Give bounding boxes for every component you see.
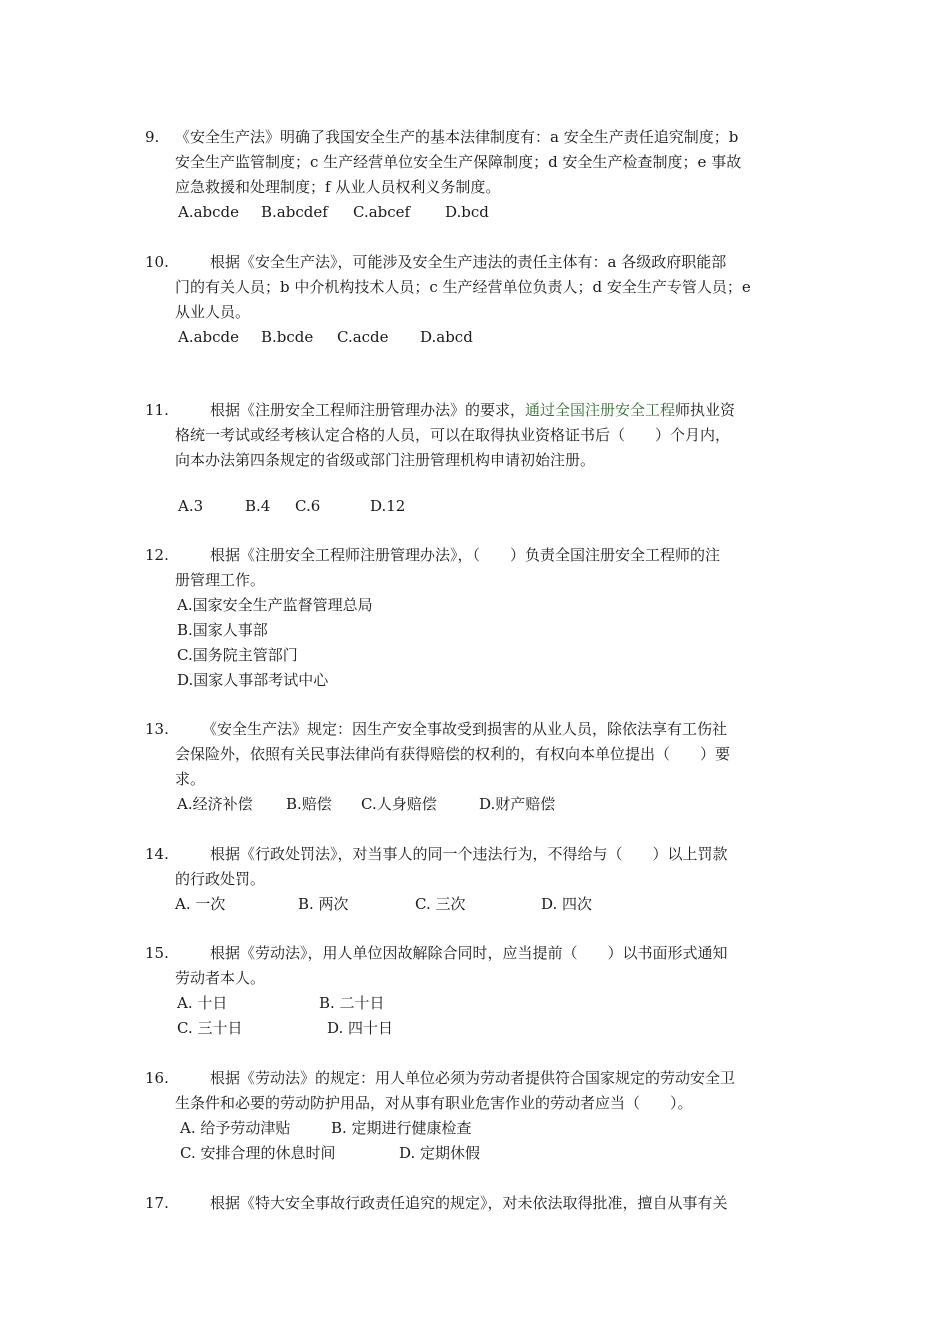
option-d: D. 定期休假 bbox=[399, 1144, 481, 1162]
question-text-line: 门的有关人员；b 中介机构技术人员；c 生产经营单位负责人；d 安全生产专管人员；e bbox=[175, 278, 751, 296]
option-a: A.3 bbox=[178, 497, 204, 515]
question-text-line: 根据《特大安全事故行政责任追究的规定》，对未依法取得批准，擅自从事有关 bbox=[210, 1194, 728, 1212]
question-text-line: 《安全生产法》明确了我国安全生产的基本法律制度有：a 安全生产责任追究制度；b bbox=[175, 128, 739, 146]
question-text-line: 生条件和必要的劳动防护用品，对从事有职业危害作业的劳动者应当（ ）。 bbox=[175, 1094, 693, 1112]
question-text-line: 根据《行政处罚法》，对当事人的同一个违法行为，不得给与（ ）以上罚款 bbox=[210, 845, 728, 863]
question-number: 17. bbox=[145, 1194, 169, 1212]
option-b: B.abcdef bbox=[261, 203, 328, 221]
option-c: C.acde bbox=[337, 328, 389, 346]
question-number: 15. bbox=[145, 944, 169, 962]
question-text-line: 求。 bbox=[175, 770, 206, 788]
question-text-line: 根据《劳动法》的规定：用人单位必须为劳动者提供符合国家规定的劳动安全卫 bbox=[210, 1069, 736, 1087]
question-text-line: 根据《安全生产法》，可能涉及安全生产违法的责任主体有：a 各级政府职能部 bbox=[210, 253, 727, 271]
question-text-line: 会保险外，依照有关民事法律尚有获得赔偿的权利的，有权向本单位提出（ ）要 bbox=[175, 745, 731, 763]
option-c: C.abcef bbox=[353, 203, 411, 221]
option-c: C. 安排合理的休息时间 bbox=[180, 1144, 336, 1162]
question-text-line: 根据《劳动法》，用人单位因故解除合同时，应当提前（ ）以书面形式通知 bbox=[210, 944, 728, 962]
option-a: A.abcde bbox=[178, 328, 240, 346]
question-text-line: 册管理工作。 bbox=[175, 571, 266, 589]
option-d: D. 四次 bbox=[541, 895, 593, 913]
option-d: D.abcd bbox=[420, 328, 473, 346]
option-d: D.12 bbox=[370, 497, 406, 515]
option-a: A. 一次 bbox=[175, 895, 226, 913]
option-c: C.国务院主管部门 bbox=[177, 646, 298, 664]
option-c: C. 三十日 bbox=[177, 1019, 243, 1037]
option-b: B.赔偿 bbox=[286, 795, 332, 813]
option-c: C.6 bbox=[295, 497, 321, 515]
option-b: B. 定期进行健康检查 bbox=[331, 1119, 472, 1137]
question-number: 9. bbox=[145, 128, 160, 146]
question-text-line: 应急救援和处理制度；f 从业人员权利义务制度。 bbox=[175, 178, 501, 196]
question-text-line: 安全生产监管制度；c 生产经营单位安全生产保障制度；d 安全生产检查制度；e 事故 bbox=[175, 153, 742, 171]
question-text-segment: 根据《注册安全工程师注册管理办法》的要求， bbox=[210, 401, 526, 419]
option-b: B.4 bbox=[245, 497, 271, 515]
question-text-line: 的行政处罚。 bbox=[175, 870, 266, 888]
option-d: D. 四十日 bbox=[327, 1019, 394, 1037]
option-d: D.国家人事部考试中心 bbox=[177, 671, 329, 689]
option-b: B.bcde bbox=[261, 328, 314, 346]
question-text-line: 劳动者本人。 bbox=[175, 969, 266, 987]
question-text-line: 《安全生产法》规定：因生产安全事故受到损害的从业人员，除依法享有工伤社 bbox=[202, 720, 728, 738]
question-number: 16. bbox=[145, 1069, 169, 1087]
option-d: D.财产赔偿 bbox=[479, 795, 556, 813]
question-number: 10. bbox=[145, 253, 169, 271]
option-c: C. 三次 bbox=[415, 895, 466, 913]
question-text-line: 向本办法第四条规定的省级或部门注册管理机构申请初始注册。 bbox=[175, 451, 596, 469]
question-text-segment: 师执业资 bbox=[675, 401, 736, 419]
option-c: C.人身赔偿 bbox=[361, 795, 437, 813]
highlighted-text: 通过全国注册安全工程 bbox=[525, 401, 676, 419]
question-text-line: 格统一考试或经考核认定合格的人员，可以在取得执业资格证书后（ ）个月内， bbox=[175, 426, 731, 444]
option-b: B. 两次 bbox=[298, 895, 349, 913]
option-b: B.国家人事部 bbox=[177, 621, 268, 639]
question-text-line: 从业人员。 bbox=[175, 303, 251, 321]
question-text-line: 根据《注册安全工程师注册管理办法》，（ ）负责全国注册安全工程师的注 bbox=[210, 546, 721, 564]
question-number: 14. bbox=[145, 845, 169, 863]
option-a: A.经济补偿 bbox=[177, 795, 253, 813]
option-a: A.国家安全生产监督管理总局 bbox=[177, 596, 373, 614]
question-number: 13. bbox=[145, 720, 169, 738]
option-a: A. 十日 bbox=[177, 994, 228, 1012]
question-text-line bbox=[210, 398, 735, 423]
option-b: B. 二十日 bbox=[319, 994, 385, 1012]
question-number: 12. bbox=[145, 546, 169, 564]
option-d: D.bcd bbox=[445, 203, 489, 221]
question-number: 11. bbox=[145, 401, 169, 419]
option-a: A. 给予劳动津贴 bbox=[180, 1119, 291, 1137]
option-a: A.abcde bbox=[178, 203, 240, 221]
